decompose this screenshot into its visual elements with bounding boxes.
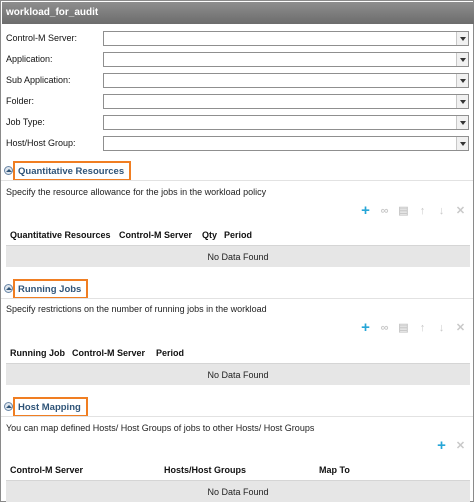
folder-row — [6, 94, 469, 110]
divider — [1, 180, 473, 181]
job-type-label: Job Type: — [6, 117, 45, 127]
sub-application-label: Sub Application: — [6, 75, 71, 85]
collapse-icon[interactable] — [4, 402, 13, 411]
quantitative-section-title[interactable]: Quantitative Resources — [13, 161, 131, 181]
running-table-header — [6, 346, 470, 360]
add-icon[interactable]: + — [361, 202, 370, 219]
host-group-select[interactable] — [103, 136, 469, 151]
application-label: Application: — [6, 54, 53, 64]
column-header[interactable]: Control-M Server — [10, 465, 84, 475]
job-type-row — [6, 115, 469, 131]
column-header[interactable]: Hosts/Host Groups — [164, 465, 247, 475]
divider — [1, 298, 473, 299]
column-header[interactable]: Running Job — [10, 348, 65, 358]
add-icon[interactable]: + — [437, 437, 446, 454]
add-icon[interactable]: + — [361, 319, 370, 336]
copy-icon[interactable]: ∞ — [380, 205, 389, 217]
column-header[interactable]: Qty — [202, 230, 218, 240]
chevron-down-icon[interactable] — [456, 32, 468, 45]
quantitative-description: Specify the resource allowance for the jobs in the workload policy — [6, 187, 267, 197]
column-header[interactable]: Control-M Server — [119, 230, 193, 240]
application-select[interactable] — [103, 52, 469, 67]
delete-icon[interactable]: ✕ — [455, 440, 466, 452]
job-type-select[interactable] — [103, 115, 469, 130]
delete-icon[interactable]: ✕ — [455, 322, 466, 334]
collapse-icon[interactable] — [4, 284, 13, 293]
move-down-icon[interactable]: ↓ — [438, 322, 445, 334]
panel-title: workload_for_audit — [2, 2, 474, 24]
running-empty-row: No Data Found — [6, 363, 470, 385]
delete-icon[interactable]: ✕ — [455, 205, 466, 217]
control-m-server-select[interactable] — [103, 31, 469, 46]
chevron-down-icon[interactable] — [456, 116, 468, 129]
folder-select[interactable] — [103, 94, 469, 109]
move-down-icon[interactable]: ↓ — [438, 205, 445, 217]
running-section-title[interactable]: Running Jobs — [13, 279, 88, 299]
host-table-header — [6, 463, 470, 477]
host-empty-row: No Data Found — [6, 480, 470, 502]
quantitative-table-header — [6, 228, 470, 242]
edit-icon[interactable]: ▤ — [398, 205, 409, 217]
host-description: You can map defined Hosts/ Host Groups of jobs to other Hosts/ Host Groups — [6, 423, 315, 433]
chevron-down-icon[interactable] — [456, 95, 468, 108]
chevron-down-icon[interactable] — [456, 137, 468, 150]
host-group-label: Host/Host Group: — [6, 138, 76, 148]
running-description: Specify restrictions on the number of running jobs in the workload — [6, 304, 267, 314]
column-header[interactable]: Period — [156, 348, 185, 358]
column-header[interactable]: Map To — [319, 465, 350, 475]
edit-icon[interactable]: ▤ — [398, 322, 409, 334]
sub-application-select[interactable] — [103, 73, 469, 88]
sub-application-row — [6, 73, 469, 89]
divider — [1, 416, 473, 417]
column-header[interactable]: Control-M Server — [72, 348, 146, 358]
move-up-icon[interactable]: ↑ — [419, 205, 426, 217]
collapse-icon[interactable] — [4, 166, 13, 175]
application-row — [6, 52, 469, 68]
quantitative-toolbar — [359, 202, 467, 219]
folder-label: Folder: — [6, 96, 35, 106]
chevron-down-icon[interactable] — [456, 74, 468, 87]
move-up-icon[interactable]: ↑ — [419, 322, 426, 334]
chevron-down-icon[interactable] — [456, 53, 468, 66]
control-m-server-label: Control-M Server: — [6, 33, 78, 43]
host-section-title[interactable]: Host Mapping — [13, 397, 88, 417]
host-toolbar — [435, 437, 467, 454]
column-header[interactable]: Period — [224, 230, 253, 240]
control-m-server-row — [6, 31, 469, 47]
host-group-row — [6, 136, 469, 152]
running-toolbar — [359, 319, 467, 336]
quantitative-empty-row: No Data Found — [6, 245, 470, 267]
copy-icon[interactable]: ∞ — [380, 322, 389, 334]
column-header[interactable]: Quantitative Resources — [10, 230, 111, 240]
